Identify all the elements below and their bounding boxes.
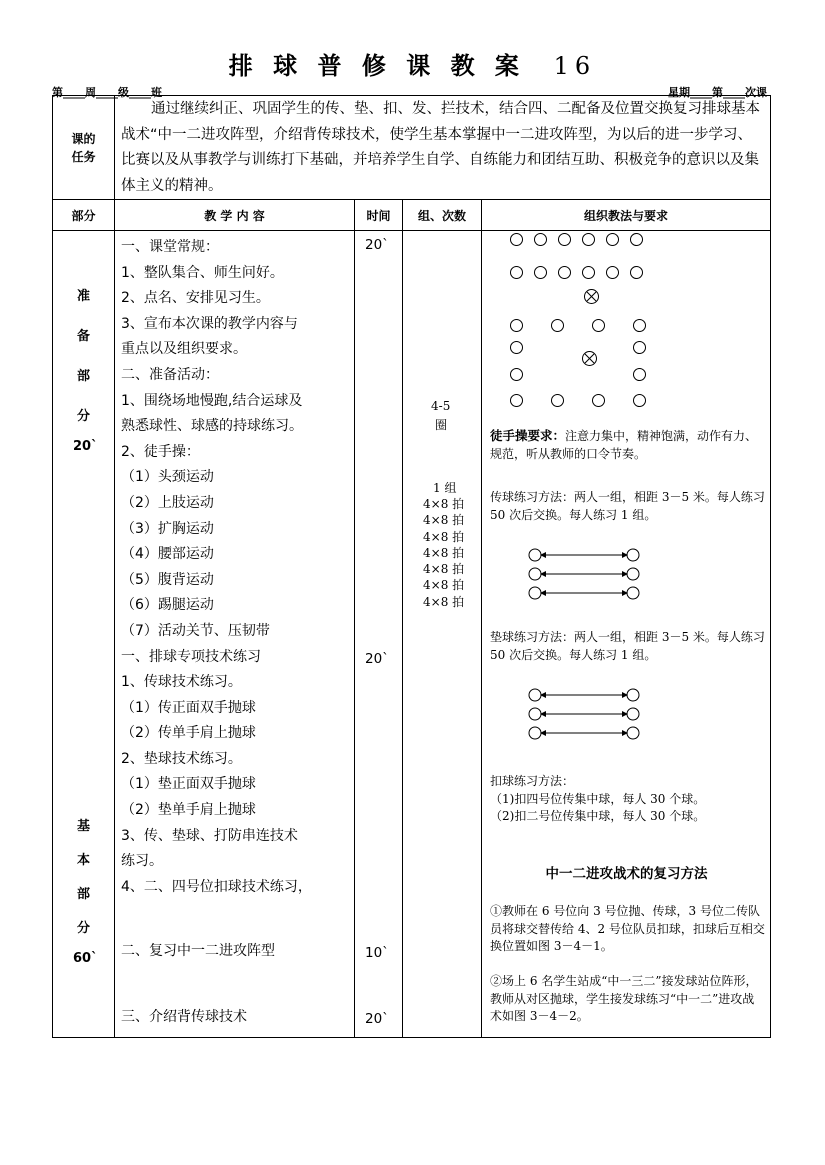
formation-row-4 [510,339,646,358]
formation-row-6 [510,392,646,411]
content-line: （5）腹背运动 [121,571,214,588]
content-line: 二、准备活动： [121,366,219,383]
formation-row-2 [510,264,643,283]
part-char: 分 [77,921,91,936]
freehand-requirement: 徒手操要求：注意力集中，精神饱满，动作有力、规范，听从教师的口令节奏。 [490,428,758,461]
part-cell [53,231,115,1038]
day-lesson-line: 星期____第____次课 [668,86,767,99]
content-line: 4、二、四号位扣球技术练习， [121,878,312,895]
content-line: 2、点名、安排见习生。 [121,290,270,307]
content-line: （3）扩胸运动 [121,520,214,537]
laps-unit: 圈 [435,418,448,432]
week-class-line: 第____周____级____班 [52,86,162,99]
task-row [53,96,771,200]
content-line: 熟悉球性、球感的持球练习。 [121,418,303,435]
content-line: （2）垫单手肩上抛球 [121,802,256,819]
content-list [121,235,312,900]
content-line: （1）头颈运动 [121,469,214,486]
content-line: 3、传、垫球、打防串连技术 [121,827,298,844]
col-part: 部分 [53,200,115,231]
content-line: 重点以及组织要求。 [121,341,247,358]
part-char: 分 [77,409,91,424]
beat-value: 4×8 拍 [423,562,465,577]
pass-diagram [528,547,648,601]
pass-method: 传球练习方法：两人一组，相距 3－5 米。每人练习 50 次后交换。每人练习 1 组。 [490,490,765,522]
beats-list [423,496,464,610]
content-line: 1、传球技术练习。 [121,674,242,691]
part-char: 准 [77,289,91,304]
part-char: 基 [77,819,91,834]
time-value: 20` [365,651,389,667]
formation-row-3 [510,317,646,336]
beat-value: 4×8 拍 [423,513,465,528]
part-char: 本 [77,853,91,868]
content-line: 1、整队集合、师生问好。 [121,264,284,281]
content-line: 一、排球专项技术练习 [121,648,261,665]
time-value: 20` [365,237,389,253]
part-char: 部 [77,369,91,384]
laps-value: 4-5 [431,399,451,413]
col-time: 时间 [355,200,403,231]
content-line: （7）活动关节、压韧带 [121,622,270,639]
content-cell [115,231,355,1038]
group-value: 1 组 [433,481,457,495]
content-line: （2）传单手肩上抛球 [121,725,256,742]
content-line: 1、围绕场地慢跑,结合运球及 [121,392,303,409]
beat-value: 4×8 拍 [423,594,465,609]
content-line: 3、宣布本次课的教学内容与 [121,315,298,332]
content-line: 练习。 [121,853,163,870]
dig-diagram [528,687,648,741]
col-content: 教 学 内 容 [115,200,355,231]
beat-value: 4×8 拍 [423,529,465,544]
content-line: （1）垫正面双手抛球 [121,776,256,793]
content-line: 一、课堂常规： [121,239,219,255]
teacher-marker [584,289,599,304]
time-value: 10` [365,945,389,961]
tactic-step-1: ①教师在 6 号位向 3 号位抛、传球，3 号位二传队员将球交替传给 4、2 号位队员扣球，扣球后互相交换位置如图 3－4－1。 [490,904,765,953]
content-line: （1）传正面双手抛球 [121,699,256,716]
column-header-row [53,200,771,231]
col-method: 组织教法与要求 [482,200,771,231]
part-char: 部 [77,887,91,902]
body-row [53,231,771,1038]
content-line: （6）踢腿运动 [121,597,214,614]
content-line: 二、复习中一二进攻阵型 [121,943,275,959]
content-line: （2）上肢运动 [121,494,214,511]
spike-method: 扣球练习方法： （1)扣四号位传集中球，每人 30 个球。 （2)扣二号位传集中球，每人 30 个球。 [490,774,706,823]
tactic-step-2: ②场上 6 名学生站成“中一三二”接发球站位阵形，教师从对区抛球，学生接发球练习“中一二”进攻战术如图 3－4－2。 [490,974,758,1023]
teacher-marker [582,351,597,366]
content-line: 三、介绍背传球技术 [121,1009,247,1025]
page-title: 排 球 普 修 课 教 案 16 [228,51,597,80]
time-cell [355,231,403,1038]
lesson-plan-table [52,95,771,1038]
reps-cell [403,231,482,1038]
tactic-title: 中一二进攻战术的复习方法 [545,866,708,882]
beat-value: 4×8 拍 [423,497,465,511]
time-value: 20` [365,1011,389,1027]
content-line: 2、垫球技术练习。 [121,750,242,767]
col-reps: 组、次数 [403,200,482,231]
part-duration: 60` [73,951,98,966]
part-char: 备 [77,329,91,344]
content-line: 2、徒手操： [121,443,200,460]
method-cell [482,231,771,1038]
part-duration: 20` [73,439,98,454]
formation-row-5 [510,366,646,385]
dig-method: 垫球练习方法：两人一组，相距 3－5 米。每人练习 50 次后交换。每人练习 1 组。 [490,630,765,662]
beat-value: 4×8 拍 [423,578,465,593]
content-line: （4）腰部运动 [121,546,214,563]
task-label: 课的 任务 [53,96,115,200]
task-text: 通过继续纠正、巩固学生的传、垫、扣、发、拦技术，结合四、二配备及位置交换复习排球基本战术“中一二进攻阵型，介绍背传球技术，使学生基本掌握中一二进攻阵型，为以后的进一步学习、比赛以及从事教学与训练打下基础，并培养学生自学、自练能力和团结互助、积极竞争的意识以及集体主义的精神。 [115,96,771,200]
formation-row-1 [510,231,643,250]
beat-value: 4×8 拍 [423,545,465,560]
